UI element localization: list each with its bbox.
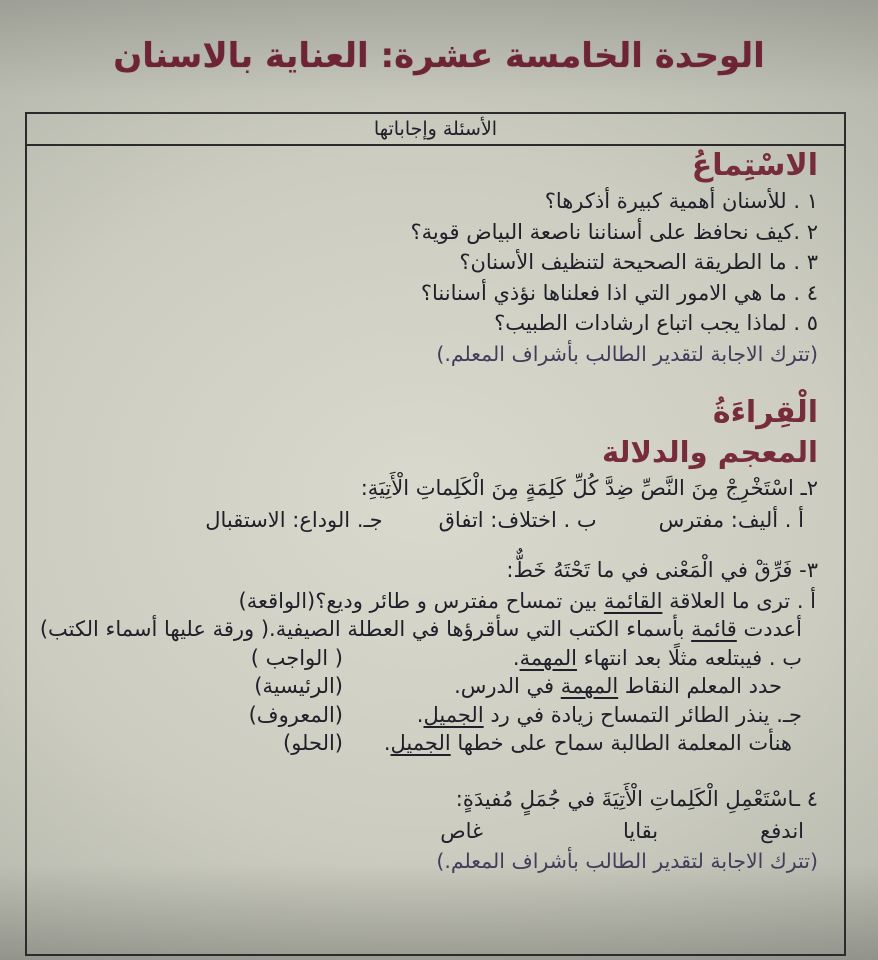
listening-section-heading: الاسْتِماعُ	[691, 148, 818, 183]
question-4-prompt: ٤ ـاسْتَعْمِلِ الْكَلِماتِ الْأَتِيَةَ في جُمَلٍ مُفيدَةٍ:	[455, 786, 818, 811]
underlined-word: الجميل	[423, 702, 484, 727]
q3-annotation: ( ورقة عليها أسماء الكتب)	[39, 617, 270, 641]
question-3-prompt: ٣- فَرِّقْ في الْمَعْنى في ما تَحْتَهُ خَطٌّ:	[506, 557, 818, 582]
q2-answer-c: جـ. الوداع: الاستقبال	[205, 507, 383, 532]
q3-annotation: (المعروف)	[248, 702, 343, 727]
q3-sentence	[384, 729, 792, 758]
q3-row-b2	[51, 672, 818, 701]
listening-teacher-note: (تترك الاجابة لتقدير الطالب بأشراف المعلم.)	[436, 341, 818, 366]
listening-question-4: ٤ . ما هي الامور التي اذا فعلناها نؤذي أسناننا؟	[420, 280, 818, 305]
q4-word-2: بقايا	[622, 818, 659, 843]
lexicon-subheading: المعجم والدلالة	[601, 434, 818, 469]
q4-word-3: غاص	[440, 818, 483, 843]
unit-title: الوحدة الخامسة عشرة: العناية بالاسنان	[113, 36, 765, 76]
sentence-post: .	[512, 645, 520, 670]
question-2-prompt: ٢ـ اسْتَخْرِجْ مِنَ النَّصِّ ضِدَّ كُلِّ كَلِمَةٍ مِنَ الْكَلِماتِ الْأَتِيَةِ:	[360, 475, 818, 500]
sentence-pre: جـ. ينذر الطائر التمساح زيادة في رد	[483, 702, 802, 727]
q3-annotation: (الحلو)	[283, 731, 343, 755]
q3-annotation: ( الواجب )	[250, 645, 343, 670]
underlined-word: الجميل	[390, 731, 451, 755]
underlined-word: المهمة	[560, 674, 619, 698]
q3-row-a2	[39, 615, 818, 644]
q3-row-b1	[51, 644, 818, 673]
sentence-post: بين تمساح مفترس و طائر وديع؟	[315, 588, 604, 613]
sentence-pre: هنأت المعلمة الطالبة سماح على خطها	[450, 731, 792, 755]
q3-annotation: (الواقعة)	[238, 588, 316, 613]
q2-answer-a: أ . أليف: مفترس	[658, 507, 804, 532]
box-content	[27, 146, 844, 876]
question-4-words-row	[51, 816, 818, 846]
q3-sentence	[269, 615, 802, 644]
q3-sentence	[417, 701, 802, 730]
listening-questions	[51, 186, 818, 339]
questions-answers-box	[25, 112, 846, 956]
q2-answer-b: ب . اختلاف: اتفاق	[438, 507, 597, 532]
sentence-pre: أعددت	[736, 617, 802, 641]
q3-sentence	[315, 587, 816, 616]
q3-sentence	[454, 672, 782, 701]
q3-annotation: (الرئيسية)	[254, 674, 343, 698]
question-3-rows	[39, 587, 818, 758]
sentence-post: .	[383, 731, 391, 755]
listening-question-3: ٣ . ما الطريقة الصحيحة لتنظيف الأسنان؟	[459, 250, 818, 274]
sentence-pre: أ . ترى ما العلاقة	[662, 588, 816, 613]
underlined-word: المهمة	[519, 645, 578, 670]
question-2-answers-row	[51, 505, 818, 535]
underlined-word: القائمة	[603, 588, 663, 613]
sentence-pre: ب . فيبتلعه مثلًا بعد انتهاء	[577, 645, 802, 670]
q4-word-1: اندفع	[760, 818, 804, 843]
q3-row-c1	[51, 701, 818, 730]
box-header-title: الأسئلة وإجاباتها	[27, 114, 844, 146]
underlined-word: قائمة	[691, 617, 737, 641]
reading-section-heading: الْقِراءَةُ	[712, 394, 818, 430]
listening-question-2: ٢ .كيف نحافظ على أسناننا ناصعة البياض قوية؟	[410, 219, 818, 244]
sentence-post: .	[416, 702, 424, 727]
q4-teacher-note: (تترك الاجابة لتقدير الطالب بأشراف المعلم.)	[436, 848, 818, 873]
q3-row-c2	[51, 729, 818, 758]
listening-question-1: ١ . للأسنان أهمية كبيرة أذكرها؟	[544, 189, 818, 213]
sentence-pre: حدد المعلم النقاط	[618, 674, 782, 698]
q3-sentence	[513, 644, 802, 673]
listening-question-5: ٥ . لماذا يجب اتباع ارشادات الطبيب؟	[494, 311, 818, 335]
sentence-post: في الدرس.	[454, 674, 561, 698]
sentence-post: بأسماء الكتب التي سأقرؤها في العطلة الصيفية.	[269, 617, 692, 641]
q3-row-a1	[51, 587, 818, 616]
